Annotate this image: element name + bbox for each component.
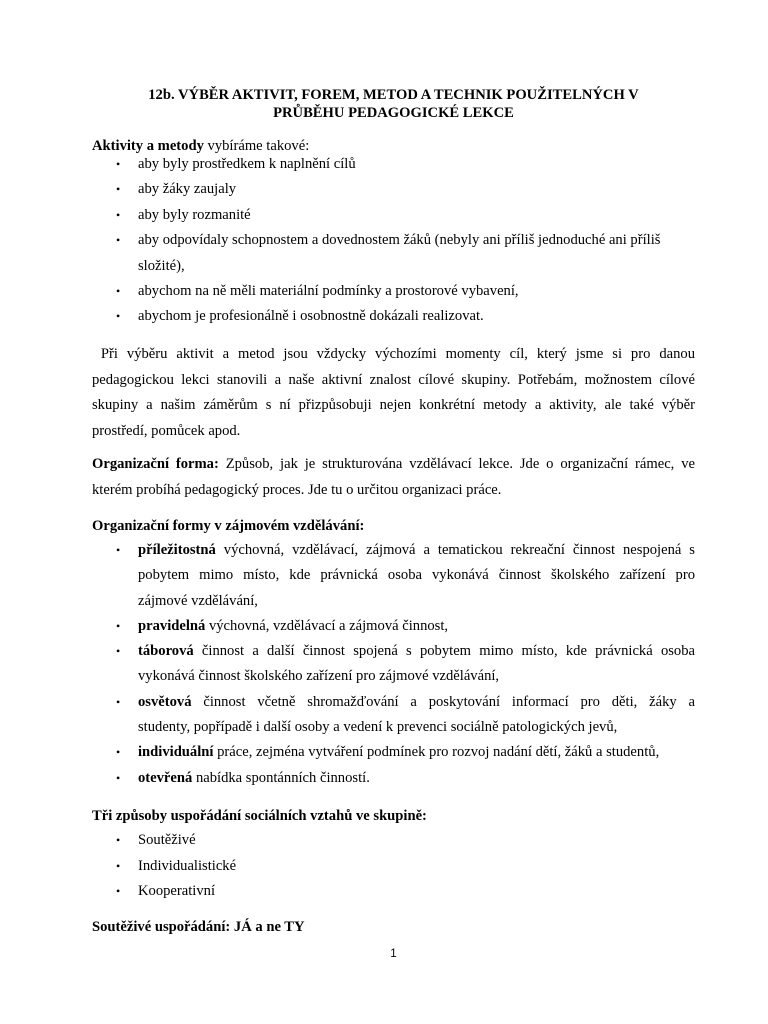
title-line-1: 12b. VÝBĚR AKTIVIT, FOREM, METOD A TECHNIK POUŽITELNÝCH V [148,87,639,103]
list-item [92,177,695,202]
document-page [92,0,695,1024]
form-term: osvětová [138,693,192,710]
bullet-icon: • [116,233,121,248]
list-item [92,228,695,253]
soutezive-heading [92,919,695,936]
list-item-line: zájmové vzdělávání, [138,592,258,609]
list-item [92,152,695,177]
paragraph-text: Způsob, jak je strukturována vzdělávací lekce. Jde o organizační rámec, ve [218,456,695,472]
bullet-icon: • [116,207,121,222]
form-term: pravidelná [138,617,206,634]
list-item [92,639,695,690]
list-item-text: aby byly prostředkem k naplnění cílů [138,156,356,172]
vyber-paragraph [92,342,695,444]
list-item-text: aby odpovídaly schopnostem a dovednostem žáků (nebyly ani příliš jednoduché ani příliš [138,232,661,249]
aktivity-list-wrap [92,152,695,330]
form-term: otevřená [138,769,193,786]
paragraph-line: prostředí, pomůcek apod. [92,422,241,439]
list-item [92,740,695,765]
organizacni-forma-label: Organizační forma: [92,456,219,472]
title-line-2: PRŮBĚHU PEDAGOGICKÉ LEKCE [273,105,514,121]
aktivity-heading-rest: vybíráme takové: [203,138,310,154]
list-item [92,766,695,791]
list-item-line: pobytem mimo místo, kde právnická osoba vykonává činnost školského zařízení pro [138,567,695,584]
aktivity-list [92,152,695,330]
form-term: individuální [138,744,214,761]
list-item [92,614,695,639]
page-title [92,86,695,122]
vztahy-heading-text: Tři způsoby uspořádání sociálních vztahů ve skupině: [92,808,427,824]
list-item-text: nabídka spontánních činností. [192,769,370,786]
bullet-icon: • [116,694,121,709]
list-item-text: činnost a další činnost spojená s pobytem mimo místo, kde právnická osoba [193,643,695,660]
list-item [92,690,695,741]
paragraph-line: kterém probíhá pedagogický proces. Jde tu o určitou organizaci práce. [92,481,502,498]
list-item [92,828,695,854]
list-item-text: práce, zejména vytváření podmínek pro rozvoj nadání dětí, žáků a studentů, [213,744,660,761]
bullet-icon: • [116,833,121,847]
paragraph-line: Při výběru aktivit a metod jsou vždycky výchozími momenty cíl, který jsme si pro danou [92,346,695,362]
bullet-icon: • [116,284,121,299]
list-item-text: výchovná, vzdělávací, zájmová a tematickou rekreační činnost nespojená s [215,542,695,558]
bullet-icon: • [116,543,121,557]
vztahy-section [92,808,695,825]
list-item-line [138,538,695,563]
formy-list [92,538,695,791]
bullet-icon: • [116,884,121,898]
list-item-line [138,639,695,664]
formy-heading-text: Organizační formy v zájmovém vzdělávání: [92,518,365,534]
bullet-icon: • [116,309,121,324]
form-term: táborová [138,643,194,660]
list-item-line: vykonává činnost školského zařízení pro zájmové vzdělávání, [138,668,500,685]
list-item-text: aby žáky zaujaly [138,181,237,198]
paragraph-line [92,452,695,478]
list-item-continuation [92,254,695,279]
list-item [92,879,695,905]
list-item-line [138,690,695,715]
list-item-text: Individualistické [138,857,237,874]
paragraph-line: pedagogickou lekci stanovili a naše aktivní znalost cílové skupiny. Potřebám, možnostem cílové [92,371,695,388]
formy-list-wrap [92,538,695,791]
bullet-icon: • [116,770,121,785]
list-item-text: abychom je profesionálně i osobnostně dokázali realizovat. [138,308,484,325]
bullet-icon: • [116,182,121,197]
vztahy-list [92,828,695,905]
paragraph-line: skupiny a našim záměrům s ní přizpůsobuji nejen konkrétní metody a aktivity, ale také výběr [92,397,695,413]
form-term: příležitostná [138,542,216,558]
organizacni-forma-paragraph [92,452,695,503]
page-number: 1 [390,948,397,960]
formy-heading [92,518,695,535]
list-item-text: aby byly rozmanité [138,206,251,223]
soutezive-heading-text: Soutěživé uspořádání: JÁ a ne TY [92,919,305,935]
list-item-text: Kooperativní [138,883,216,899]
bullet-icon: • [116,157,121,171]
vztahy-list-wrap [92,828,695,905]
list-item [92,538,695,614]
list-item-line: studenty, popřípadě i další osoby a vedení k prevenci sociálně patologických jevů, [138,719,618,736]
aktivity-heading-bold: Aktivity a metody [92,138,204,154]
vztahy-heading [92,808,695,825]
soutezive-section [92,919,695,936]
list-item-text: abychom na ně měli materiální podmínky a prostorové vybavení, [138,283,519,300]
bullet-icon: • [116,644,121,659]
list-item [92,854,695,880]
bullet-icon: • [116,745,121,760]
list-item-text: činnost včetně shromažďování a poskytování informací pro děti, žáky a [191,693,695,710]
bullet-icon: • [116,618,121,633]
bullet-icon: • [116,858,121,873]
list-item [92,203,695,228]
formy-section [92,518,695,535]
list-item-text: Soutěživé [138,832,196,848]
list-item [92,279,695,304]
list-item-text: složité), [138,257,185,274]
list-item-text: výchovná, vzdělávací a zájmová činnost, [205,617,449,634]
list-item [92,304,695,329]
